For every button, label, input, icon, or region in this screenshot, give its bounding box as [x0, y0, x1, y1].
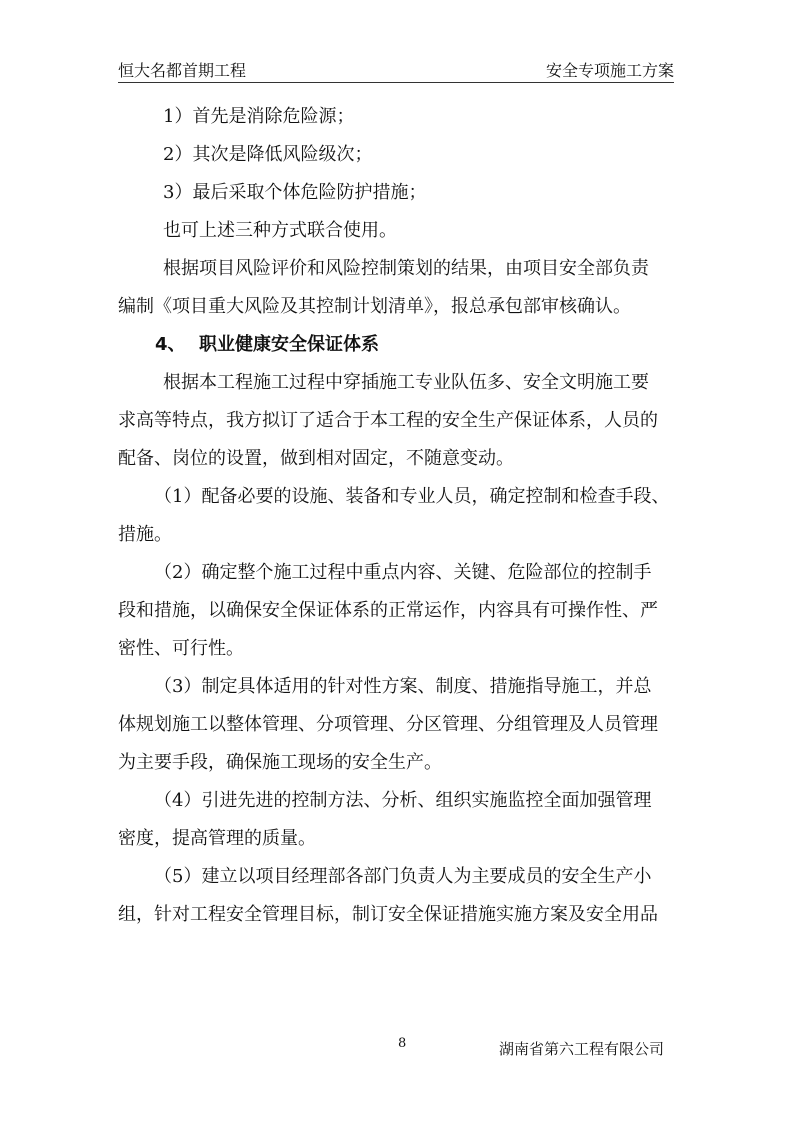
page-number: 8	[398, 1036, 407, 1051]
list-item: （2）确定整个施工过程中重点内容、关键、危险部位的控制手	[154, 562, 652, 583]
page-body	[118, 98, 684, 934]
project-name: 恒大名都首期工程	[118, 61, 247, 80]
list-item: 3）最后采取个体危险防护措施；	[163, 182, 427, 203]
list-item: （1）配备必要的设施、装备和专业人员，确定控制和检查手段、	[154, 486, 670, 507]
paragraph-line: 编制《项目重大风险及其控制计划清单》，报总承包部审核确认。	[118, 296, 631, 317]
section-title: 职业健康安全保证体系	[199, 334, 379, 355]
paragraph-line: 配备、岗位的设置，做到相对固定，不随意变动。	[118, 448, 514, 469]
section-number: 4、	[155, 334, 186, 355]
company-name: 湖南省第六工程有限公司	[498, 1040, 664, 1058]
paragraph-line: 组，针对工程安全管理目标，制订安全保证措施实施方案及安全用品	[118, 904, 658, 925]
list-item: （5）建立以项目经理部各部门负责人为主要成员的安全生产小	[154, 866, 652, 887]
paragraph-line: 根据项目风险评价和风险控制策划的结果，由项目安全部负责	[163, 258, 649, 279]
section-heading	[118, 326, 684, 364]
paragraph-line: 密性、可行性。	[118, 638, 244, 659]
paragraph-line: 求高等特点，我方拟订了适合于本工程的安全生产保证体系，人员的	[118, 410, 658, 431]
paragraph-line: 为主要手段，确保施工现场的安全生产。	[118, 752, 442, 773]
paragraph-line: 段和措施，以确保安全保证体系的正常运作，内容具有可操作性、严	[118, 600, 658, 621]
list-item: （4）引进先进的控制方法、分析、组织实施监控全面加强管理	[154, 790, 652, 811]
list-item: 1）首先是消除危险源；	[163, 106, 355, 127]
paragraph-line: 措施。	[118, 524, 172, 545]
list-item: （3）制定具体适用的针对性方案、制度、措施指导施工，并总	[154, 676, 652, 697]
document-title: 安全专项施工方案	[545, 61, 674, 80]
page-footer	[118, 1036, 674, 1060]
paragraph-line: 体规划施工以整体管理、分项管理、分区管理、分组管理及人员管理	[118, 714, 658, 735]
page-header	[118, 56, 674, 83]
paragraph-line: 密度，提高管理的质量。	[118, 828, 316, 849]
paragraph-line: 也可上述三种方式联合使用。	[163, 220, 397, 241]
list-item: 2）其次是降低风险级次；	[163, 144, 373, 165]
paragraph-line: 根据本工程施工过程中穿插施工专业队伍多、安全文明施工要	[163, 372, 649, 393]
